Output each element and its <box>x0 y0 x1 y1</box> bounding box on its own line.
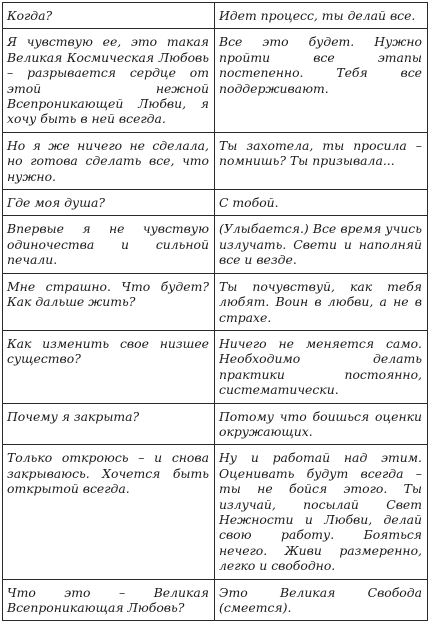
answer-cell: Ты захотела, ты просила – помнишь? Ты призывала... <box>215 132 428 189</box>
answer-cell: С тобой. <box>215 190 428 216</box>
question-cell: Когда? <box>3 3 215 29</box>
dialogue-table <box>2 2 428 621</box>
table-row <box>3 273 428 330</box>
table-row <box>3 3 428 29</box>
question-cell: Как изменить свое низшее существо? <box>3 330 215 403</box>
question-cell: Впервые я не чувствую одиночества и сильной печали. <box>3 216 215 273</box>
question-cell: Что это – Великая Всепроникающая Любовь? <box>3 579 215 621</box>
answer-cell: Ну и работай над этим. Оценивать будут всегда – ты не бойся этого. Ты излучай, посылай Свет Нежности и Любви, делай свою работу. Бояться нечего. Живи размеренно, легко и свободно. <box>215 445 428 579</box>
table-row <box>3 216 428 273</box>
question-cell: Но я же ничего не сделала, но готова сделать все, что нужно. <box>3 132 215 189</box>
question-cell: Я чувствую ее, это такая Великая Космическая Любовь – разрывается сердце от этой нежной Всепроникающей Любви, я хочу быть в ней всегда. <box>3 29 215 132</box>
answer-cell: Все это будет. Нужно пройти все этапы постепенно. Тебя все поддерживают. <box>215 29 428 132</box>
table-row <box>3 330 428 403</box>
table-row <box>3 132 428 189</box>
answer-cell: Это Великая Свобода (смеется). <box>215 579 428 621</box>
table-row <box>3 29 428 132</box>
question-cell: Почему я закрыта? <box>3 403 215 445</box>
table-row <box>3 445 428 579</box>
table-row <box>3 579 428 621</box>
question-cell: Только откроюсь – и снова закрываюсь. Хочется быть открытой всегда. <box>3 445 215 579</box>
answer-cell: Ничего не меняется само. Необходимо делать практики постоянно, систематически. <box>215 330 428 403</box>
answer-cell: Идет процесс, ты делай все. <box>215 3 428 29</box>
question-cell: Где моя душа? <box>3 190 215 216</box>
answer-cell: Ты почувствуй, как тебя любят. Воин в любви, а не в страхе. <box>215 273 428 330</box>
answer-cell: Потому что боишься оценки окружающих. <box>215 403 428 445</box>
question-cell: Мне страшно. Что будет? Как дальше жить? <box>3 273 215 330</box>
answer-cell: (Улыбается.) Все время учись излучать. Свети и наполняй все и везде. <box>215 216 428 273</box>
table-row <box>3 190 428 216</box>
table-row <box>3 403 428 445</box>
